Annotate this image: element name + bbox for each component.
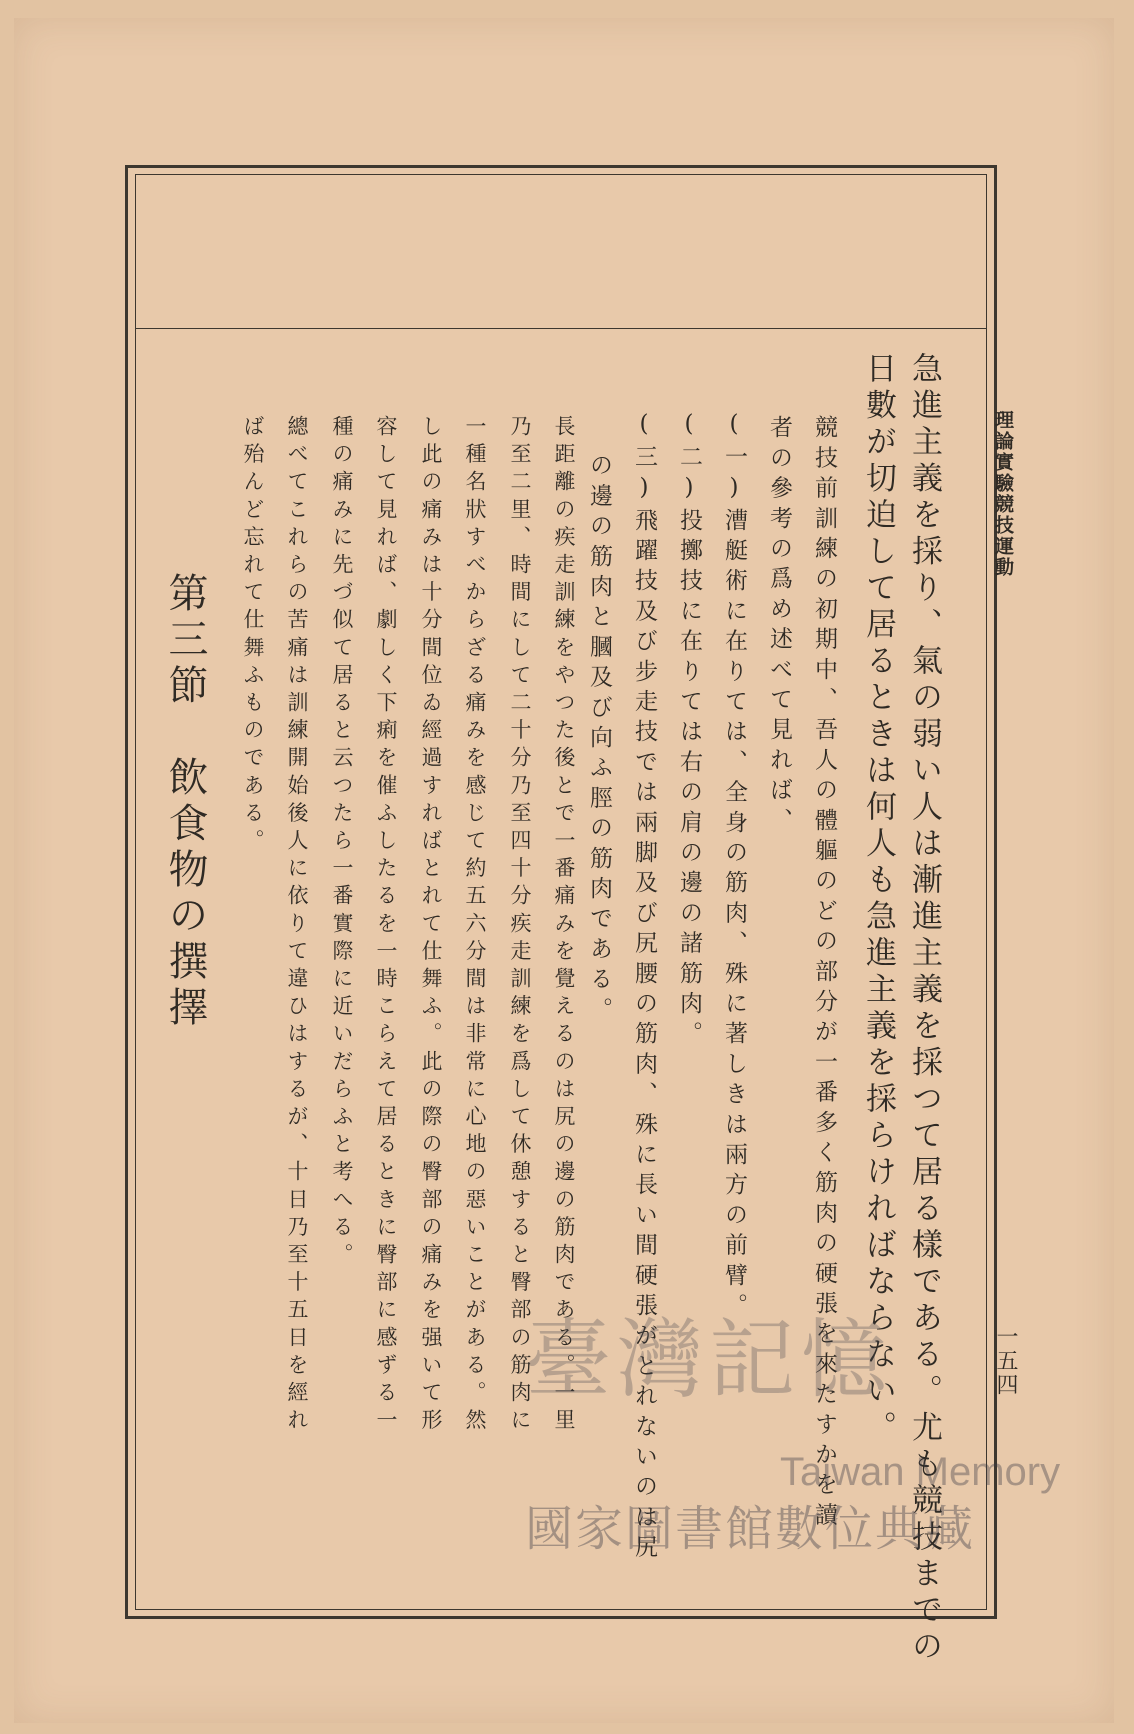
- text-column-3: 競技前訓練の初期中、吾人の體軀のどの部分が一番多く筋肉の硬張を來たすかを讀: [811, 415, 837, 1533]
- text-column-2: 日數が切迫して居るときは何人も急進主義を採らければならない。: [860, 352, 896, 1447]
- text-column-4: 者の參考の爲め述べて見れば、: [766, 415, 792, 838]
- text-column-12: し此の痛みは十分間位ゐ經過すればとれて仕舞ふ。此の際の臀部の痛みを强いて形: [419, 415, 443, 1437]
- watermark-english: Taiwan Memory: [780, 1450, 1061, 1494]
- text-column-13: 容して見れば、劇しく下痢を催ふしたるを一時こらえて居るときに臀部に感ずる一: [374, 415, 398, 1437]
- text-column-8: の邊の筋肉と膕及び向ふ脛の筋肉である。: [586, 453, 612, 1027]
- text-column-9: 長距離の疾走訓練をやつた後とで一番痛みを覺えるのは尻の邊の筋肉である。一里: [552, 415, 576, 1437]
- text-column-11: 一種名狀すべからざる痛みを感じて約五六分間は非常に心地の惡いことがある。然: [463, 415, 487, 1437]
- text-column-10: 乃至二里、時間にして二十分乃至四十分疾走訓練を爲して休憩すると臀部の筋肉に: [508, 415, 532, 1437]
- watermark-chinese: 國家圖書館數位典藏: [525, 1501, 976, 1557]
- text-column-14: 種の痛みに先づ似て居ると云つたら一番實際に近いだらふと考へる。: [330, 415, 354, 1271]
- watermark-logo: 臺灣記憶: [525, 1310, 893, 1410]
- watermark: [525, 1290, 1085, 1557]
- text-column-16: ば殆んど忘れて仕舞ふものである。: [241, 415, 265, 857]
- text-column-5: (一)漕艇術に在りては、全身の筋肉、殊に著しきは兩方の前臂。: [721, 411, 747, 1323]
- running-head: 理論實驗競技運動: [992, 410, 1014, 578]
- text-column-15: 總べてこれらの苦痛は訓練開始後人に依りて違ひはするが、十日乃至十五日を經れ: [285, 415, 309, 1437]
- text-column-1: 急進主義を採り、氣の弱い人は漸進主義を採つて居る樣である。尤も競技までの: [906, 352, 942, 1666]
- text-column-6: (二)投擲技に在りては右の肩の邊の諸筋肉。: [676, 411, 702, 1052]
- section-heading: 第三節 飲食物の撰擇: [162, 572, 208, 1032]
- page-number: 一五四: [993, 1325, 1018, 1397]
- text-column-7: (三)飛躍技及び步走技では兩脚及び尻腰の筋肉、殊に長い間硬張がとれないのは尻: [631, 411, 657, 1565]
- header-rule: [135, 328, 987, 329]
